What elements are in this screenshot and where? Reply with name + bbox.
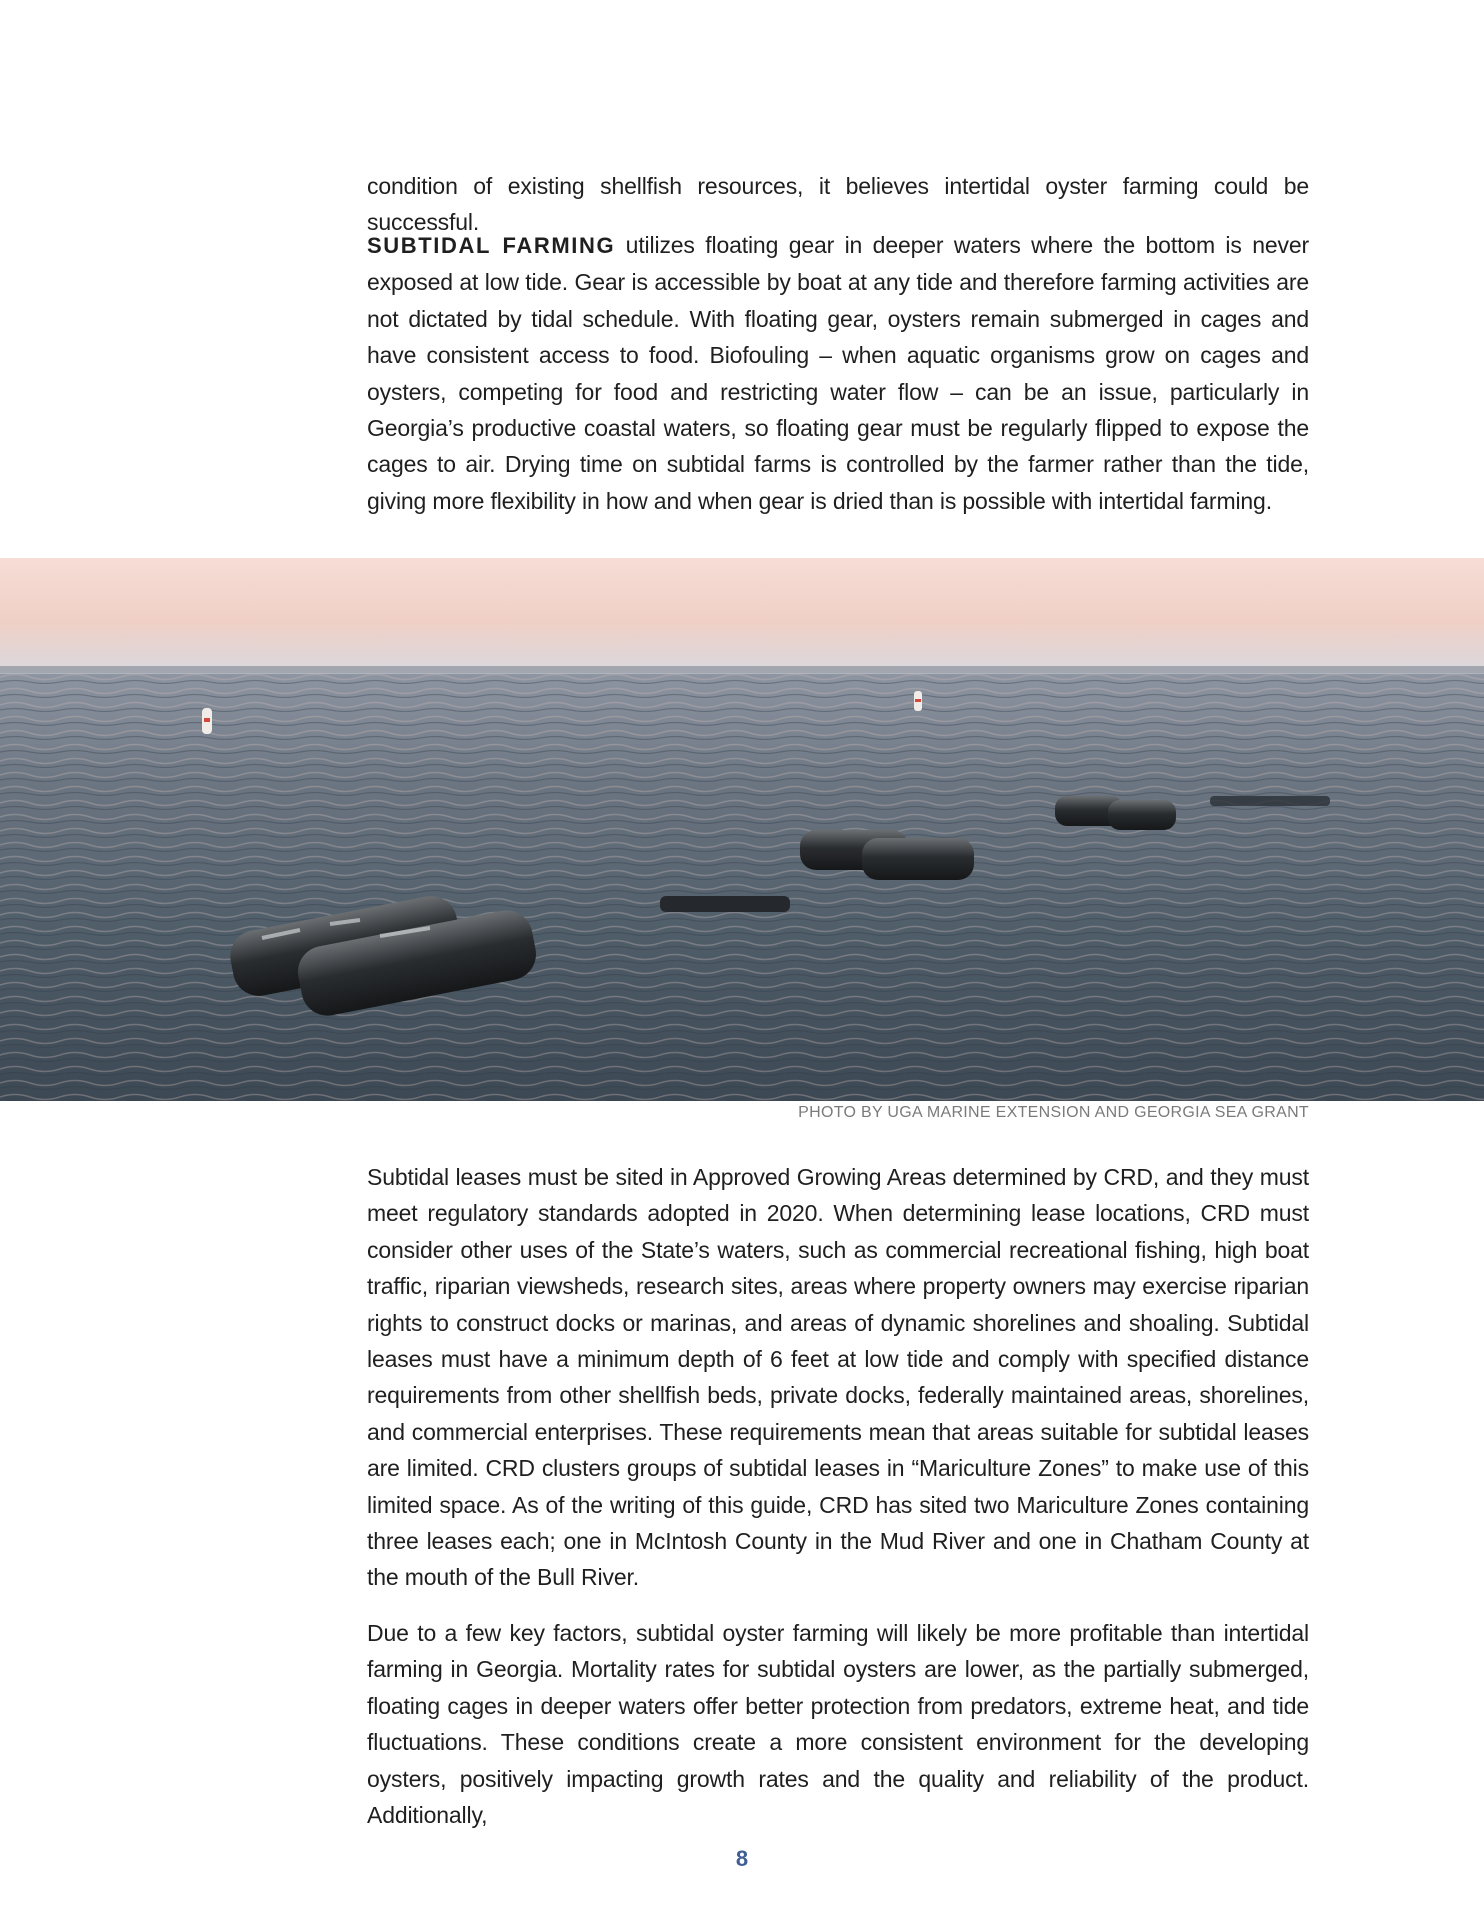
subtidal-farming-body: utilizes floating gear in deeper waters where the bottom is never exposed at low tide. Gear is accessible by boat at any tide and therefore farming activities are not dictated by tidal schedule. With floating gear, oysters remain submerged in cages and have consistent access to food. Biofouling – when aquatic organisms grow on cages and oysters, competing for food and restricting water flow – can be an issue, particularly in Georgia’s productive coastal waters, so floating gear must be regularly flipped to expose the cages to air. Drying time on subtidal farms is controlled by the farmer rather than the tide, giving more flexibility in how and when gear is dried than is possible with intertidal farming. [367,232,1309,514]
marker-buoy-icon [202,708,212,734]
marker-buoy-icon [914,691,922,711]
subtidal-farming-heading: SUBTIDAL FARMING [367,233,616,258]
paragraph-subtidal-farming [367,227,1309,519]
paragraph-intertidal-conclusion: condition of existing shellfish resources, it believes intertidal oyster farming could be successful. [367,173,1309,236]
paragraph-subtidal-leases: Subtidal leases must be sited in Approved Growing Areas determined by CRD, and they must meet regulatory standards adopted in 2020. When determining lease locations, CRD must consider other uses of the State’s waters, such as commercial recreational fishing, high boat traffic, riparian viewsheds, research sites, areas where property owners may exercise riparian rights to construct docks or marinas, and areas of dynamic shorelines and shoaling. Subtidal leases must have a minimum depth of 6 feet at low tide and comply with specified distance requirements from other shellfish beds, private docks, federally maintained areas, shorelines, and commercial enterprises. These requirements mean that areas suitable for subtidal leases are limited. CRD clusters groups of subtidal leases in “Mariculture Zones” to make use of this limited space. As of the writing of this guide, CRD has sited two Mariculture Zones containing three leases each; one in McIntosh County in the Mud River and one in Chatham County at the mouth of the Bull River. [367,1164,1309,1591]
paragraph-subtidal-profitability: Due to a few key factors, subtidal oyster farming will likely be more profitable than intertidal farming in Georgia. Mortality rates for subtidal oysters are lower, as the partially submerged, floating cages in deeper waters offer better protection from predators, extreme heat, and tide fluctuations. These conditions create a more consistent environment for the developing oysters, positively impacting growth rates and the quality and reliability of the product. Additionally, [367,1620,1309,1829]
page-number: 8 [735,1846,749,1871]
photo-credit-caption: PHOTO BY UGA MARINE EXTENSION AND GEORGIA SEA GRANT [798,1104,1309,1121]
floating-oyster-cages-photo [0,558,1484,1101]
